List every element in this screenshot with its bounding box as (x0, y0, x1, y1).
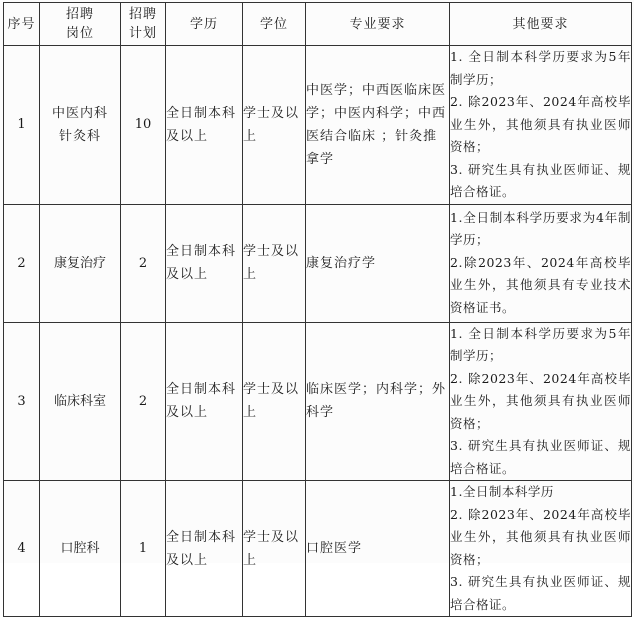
header-post: 招聘岗位 (40, 3, 121, 46)
header-degree: 学位 (243, 3, 306, 46)
header-education: 学历 (166, 3, 243, 46)
cell-degree: 学士及以上 (243, 322, 306, 481)
other-item: 3. 研究生具有执业医师证、规培合格证。 (450, 574, 631, 612)
table-header-row (4, 3, 632, 46)
table-row (4, 481, 632, 617)
table-row (4, 322, 632, 481)
cell-post: 口腔科 (40, 481, 121, 617)
cell-no: 3 (4, 322, 40, 481)
cell-degree: 学士及以上 (243, 481, 306, 617)
other-item: 2. 除2023年、2024年高校毕业生外，其他须具有执业医师资格； (450, 370, 631, 431)
other-item: 1.全日制本科学历要求为4年制学历； (450, 209, 631, 248)
header-plan: 招聘计划 (121, 3, 166, 46)
other-item: 3. 研究生具有执业医师证、规培合格证。 (450, 438, 631, 476)
other-item: 3. 研究生具有执业医师证、规培合格证。 (450, 161, 631, 199)
other-item: 2.除2023年、2024年高校毕业生外，其他须具有专业技术资格证书。 (450, 254, 631, 315)
other-item: 1. 全日制本科学历要求为5年制学历； (450, 49, 631, 87)
cell-no: 2 (4, 204, 40, 322)
cell-major: 中医学；中西医临床医学；中医内科学；中西医结合临床 ；针灸推拿学 (306, 46, 450, 205)
cell-plan: 2 (121, 204, 166, 322)
cell-no: 1 (4, 46, 40, 205)
table-row (4, 204, 632, 322)
other-item: 2. 除2023年、2024年高校毕业生外，其他须具有执业医师资格； (450, 506, 631, 567)
cell-education: 全日制本科及以上 (166, 322, 243, 481)
cell-education: 全日制本科及以上 (166, 481, 243, 617)
cell-degree: 学士及以上 (243, 46, 306, 205)
cell-plan: 2 (121, 322, 166, 481)
cell-post: 临床科室 (40, 322, 121, 481)
header-major: 专业要求 (306, 3, 450, 46)
other-item: 1. 全日制本科学历要求为5年制学历； (450, 325, 631, 363)
cell-post: 康复治疗 (40, 204, 121, 322)
cell-education: 全日制本科及以上 (166, 46, 243, 205)
other-item: 1.全日制本科学历 (450, 484, 554, 499)
cell-degree: 学士及以上 (243, 204, 306, 322)
cell-education: 全日制本科及以上 (166, 204, 243, 322)
cell-major: 康复治疗学 (306, 204, 450, 322)
header-other: 其他要求 (450, 3, 632, 46)
recruitment-table (3, 2, 632, 617)
cell-major: 口腔医学 (306, 481, 450, 617)
other-item: 2. 除2023年、2024年高校毕业生外，其他须具有执业医师资格； (450, 94, 631, 154)
cell-plan: 10 (121, 46, 166, 205)
cell-other (450, 46, 632, 205)
cell-other (450, 481, 632, 617)
cell-no: 4 (4, 481, 40, 617)
cell-plan: 1 (121, 481, 166, 617)
cell-major: 临床医学；内科学；外科学 (306, 322, 450, 481)
cell-other (450, 204, 632, 322)
table-row (4, 46, 632, 205)
cell-other (450, 322, 632, 481)
header-no: 序号 (4, 3, 40, 46)
cell-post: 中医内科针灸科 (40, 46, 121, 205)
